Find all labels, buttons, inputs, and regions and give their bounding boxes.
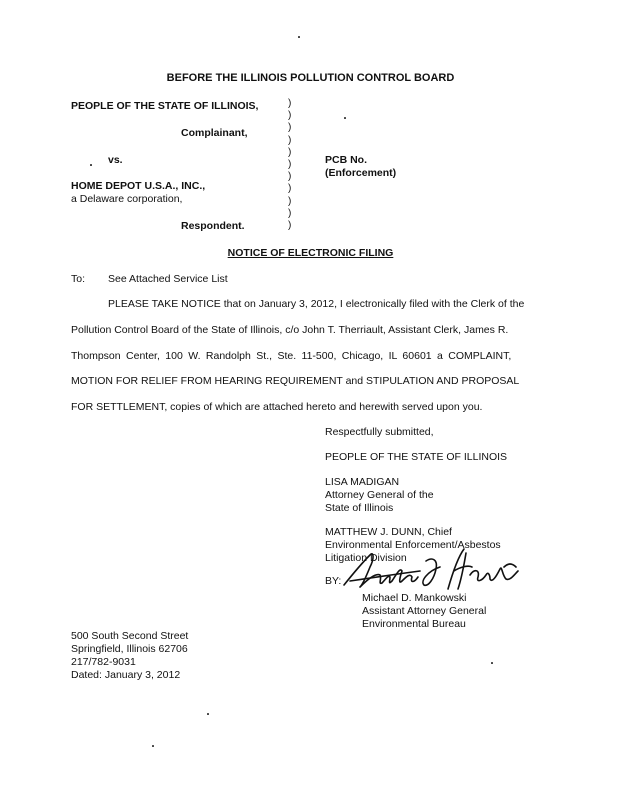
- defendant-name: HOME DEPOT U.S.A., INC.,: [71, 180, 206, 192]
- attorney-general-name: LISA MADIGAN: [325, 476, 400, 488]
- paren-mark: ): [288, 171, 292, 183]
- body-line-1: PLEASE TAKE NOTICE that on January 3, 2012, I electronically filed with the Clerk of the: [108, 298, 525, 310]
- defendant-role: Respondent.: [181, 220, 245, 232]
- division-chief-name: MATTHEW J. DUNN, Chief: [325, 526, 452, 538]
- scan-speck: [298, 36, 300, 38]
- paren-mark: ): [288, 195, 292, 207]
- body-line-4: MOTION FOR RELIEF FROM HEARING REQUIREMENT and STIPULATION AND PROPOSAL: [71, 375, 520, 387]
- attorney-general-state: State of Illinois: [325, 502, 394, 514]
- scan-speck: [207, 713, 209, 715]
- paren-mark: ): [288, 183, 292, 195]
- handwritten-signature: [340, 545, 525, 597]
- case-type-label: (Enforcement): [325, 167, 397, 179]
- versus-label: vs.: [108, 154, 123, 166]
- signer-title: Assistant Attorney General: [362, 605, 487, 617]
- paren-mark: ): [288, 110, 292, 122]
- plaintiff-role: Complainant,: [181, 127, 248, 139]
- scan-speck: [90, 164, 92, 166]
- scan-speck: [152, 745, 154, 747]
- paren-mark: ): [288, 219, 292, 231]
- dated-line: Dated: January 3, 2012: [71, 669, 181, 681]
- scan-speck: [491, 662, 493, 664]
- plaintiff-name: PEOPLE OF THE STATE OF ILLINOIS,: [71, 100, 259, 112]
- paren-mark: ): [288, 207, 292, 219]
- caption-parentheses: [288, 98, 296, 232]
- defendant-description: a Delaware corporation,: [71, 193, 183, 205]
- address-city: Springfield, Illinois 62706: [71, 643, 188, 655]
- address-street: 500 South Second Street: [71, 630, 189, 642]
- document-heading: BEFORE THE ILLINOIS POLLUTION CONTROL BOARD: [166, 72, 455, 84]
- signer-name: Michael D. Mankowski: [362, 592, 467, 604]
- body-line-5: FOR SETTLEMENT, copies of which are attached hereto and herewith served upon you.: [71, 401, 483, 413]
- attorney-general-title: Attorney General of the: [325, 489, 434, 501]
- to-label: To:: [71, 273, 86, 285]
- case-number-label: PCB No.: [325, 154, 367, 166]
- by-label: BY:: [325, 575, 342, 587]
- division-name-line-2: Litigation Division: [325, 552, 407, 564]
- to-value: See Attached Service List: [108, 273, 228, 285]
- scan-speck: [344, 117, 346, 119]
- notice-title: NOTICE OF ELECTRONIC FILING: [227, 247, 394, 259]
- people-of-illinois: PEOPLE OF THE STATE OF ILLINOIS: [325, 451, 508, 463]
- body-line-3: Thompson Center, 100 W. Randolph St., Ste. 11-500, Chicago, IL 60601 a COMPLAINT,: [71, 350, 512, 362]
- paren-mark: ): [288, 158, 292, 170]
- paren-mark: ): [288, 134, 292, 146]
- division-name-line-1: Environmental Enforcement/Asbestos: [325, 539, 501, 551]
- paren-mark: ): [288, 98, 292, 109]
- paren-mark: ): [288, 122, 292, 134]
- paren-mark: ): [288, 146, 292, 158]
- signer-bureau: Environmental Bureau: [362, 618, 466, 630]
- respectfully-submitted: Respectfully submitted,: [325, 426, 434, 438]
- body-line-2: Pollution Control Board of the State of Illinois, c/o John T. Therriault, Assistant Clerk, James R.: [71, 324, 509, 336]
- address-phone: 217/782-9031: [71, 656, 136, 668]
